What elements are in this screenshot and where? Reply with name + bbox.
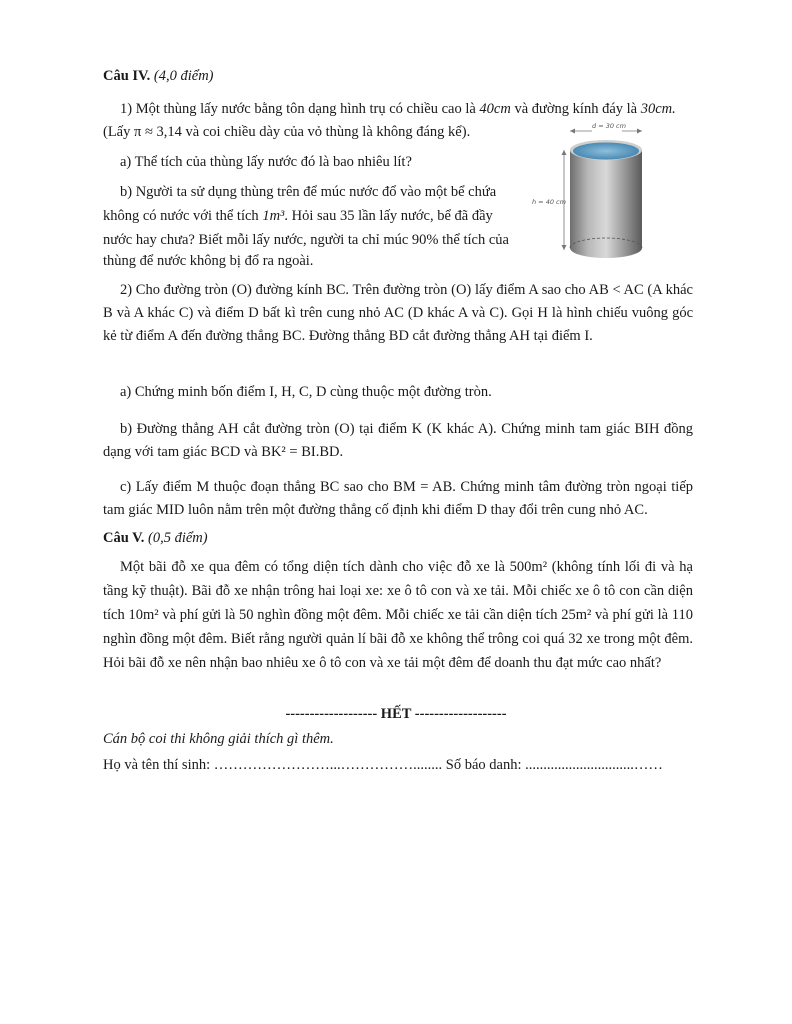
- q5-body: Một bãi đỗ xe qua đêm có tổng diện tích dành cho việc đỗ xe là 500m² (không tính lối đi và hạ tầng kỹ thuật). Bãi đỗ xe nhận trông hai loại xe: xe ô tô con và xe tải. Mỗi chiếc xe ô tô con cần diện tích 10m² và phí gửi là 50 nghìn đồng một đêm. Mỗi chiếc xe tải cần diện tích 25m² và phí gửi là 110 nghìn đồng một đêm. Biết rằng người quản lí bãi đỗ xe không thể trông coi quá 32 xe trong một đêm. Hỏi bãi đỗ xe nên nhận bao nhiêu xe ô tô con và xe tải một đêm để doanh thu đạt mức cao nhất?: [103, 559, 693, 671]
- q4-1b-line4: thùng để nước không bị đổ ra ngoài.: [103, 253, 314, 269]
- q4-1b-line1: b) Người ta sử dụng thùng trên để múc nước đổ vào một bể chứa: [120, 184, 497, 200]
- diameter-label: d = 30 cm: [592, 122, 626, 130]
- q4-part1-text-a: 1) Một thùng lấy nước bằng tôn dạng hình trụ có chiều cao là: [120, 101, 480, 117]
- height-arrowhead-bottom: [562, 245, 567, 250]
- question-5-label: Câu V.: [103, 530, 145, 546]
- q4-part2: 2) Cho đường tròn (O) đường kính BC. Trên đường tròn (O) lấy điểm A sao cho AB < AC (A khác B và A khác C) và điểm D bất kì trên cung nhỏ AC (D khác A và C). Gọi H là hình chiếu vuông góc kẻ từ điểm A đến đường thẳng BC. Đường thẳng BD cắt đường thẳng AH tại điểm I.: [103, 282, 693, 344]
- diameter-arrowhead-right: [637, 129, 642, 134]
- cylinder-figure: [530, 120, 690, 280]
- q4-1a: a) Thể tích của thùng lấy nước đó là bao nhiêu lít?: [120, 154, 412, 170]
- cylinder-body: [570, 150, 642, 258]
- height-label: h = 40 cm: [532, 198, 566, 206]
- q4-2c: c) Lấy điểm M thuộc đoạn thẳng BC sao cho BM = AB. Chứng minh tâm đường tròn ngoại tiếp tam giác MID luôn nằm trên một đường thẳng cố định khi điểm D thay đổi trên cung nhỏ AC.: [103, 479, 693, 518]
- question-4-points: (4,0 điểm): [153, 68, 214, 84]
- q4-2b: b) Đường thẳng AH cắt đường tròn (O) tại điểm K (K khác A). Chứng minh tam giác BIH đồng dạng với tam giác BCD và BK² = BI.BD.: [103, 421, 693, 460]
- q4-part1-pi-note: (Lấy π ≈ 3,14 và coi chiều dày của vỏ thùng là không đáng kể).: [103, 124, 471, 140]
- height-arrowhead-top: [562, 150, 567, 155]
- question-5-points: (0,5 điểm): [148, 530, 208, 546]
- water-surface: [573, 143, 639, 160]
- diameter-arrowhead-left: [570, 129, 575, 134]
- q4-diameter-value: 30cm.: [640, 101, 676, 117]
- q4-1b-volume: 1m³: [262, 208, 285, 224]
- proctor-note: Cán bộ coi thi không giải thích gì thêm.: [103, 731, 334, 747]
- q4-1b-text-a: không có nước với thể tích: [103, 208, 263, 224]
- question-5-title: [103, 530, 208, 547]
- q4-1b-line2: [103, 205, 523, 228]
- end-marker: ------------------- HẾT -------------------: [285, 706, 507, 722]
- q4-1b-line3: nước hay chưa? Biết mỗi lấy nước, người ta chỉ múc 90% thể tích của: [103, 232, 509, 248]
- q4-height-value: 40cm: [479, 101, 511, 117]
- q4-part1-text-b: và đường kính đáy là: [510, 101, 641, 117]
- candidate-info-line: Họ và tên thí sinh: ……………………...……………........ Số báo danh: ..............................……: [103, 757, 663, 773]
- q4-1b-text-b: . Hỏi sau 35 lần lấy nước, bể đã đầy: [284, 208, 493, 224]
- question-4-title: [103, 68, 214, 85]
- q4-2a: a) Chứng minh bốn điểm I, H, C, D cùng thuộc một đường tròn.: [120, 384, 492, 400]
- question-4-label: Câu IV.: [103, 68, 151, 84]
- q4-part1-intro: [103, 98, 693, 121]
